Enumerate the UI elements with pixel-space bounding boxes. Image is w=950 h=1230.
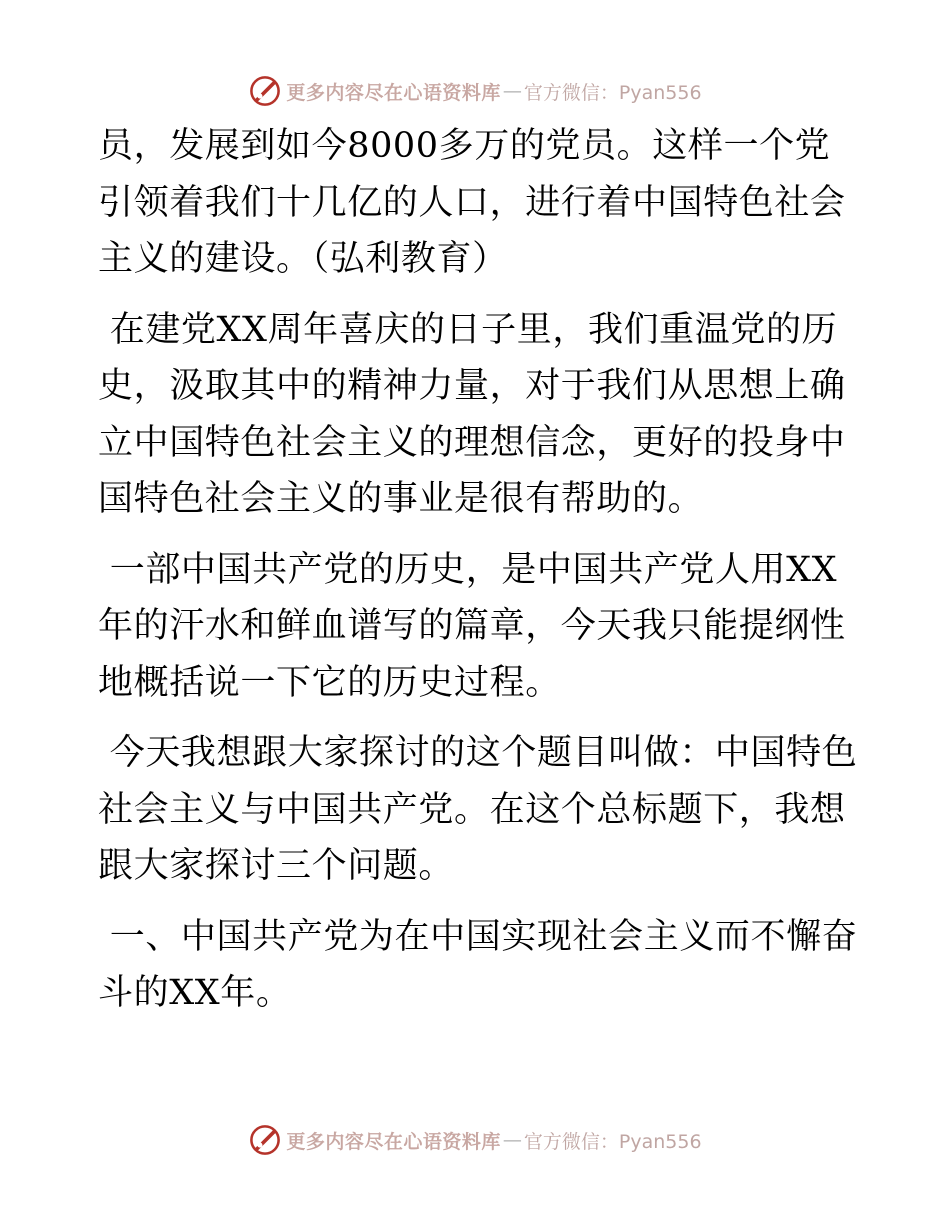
footer-banner <box>0 1122 950 1158</box>
pen-nib-logo-icon <box>248 74 282 108</box>
footer-wechat-text: 官方微信：Pyan556 <box>523 1130 702 1153</box>
header-banner <box>0 73 950 109</box>
paragraph-2: 在建党XX周年喜庆的日子里，我们重温党的历史，汲取其中的精神力量，对于我们从思想上确立中国特色社会主义的理想信念，更好的投身中国特色社会主义的事业是很有帮助的。 <box>98 309 846 519</box>
pen-nib-logo-icon <box>248 1123 282 1157</box>
paragraph-5: 一、中国共产党为在中国实现社会主义而不懈奋斗的XX年。 <box>98 916 858 1013</box>
paragraph-4: 今天我想跟大家探讨的这个题目叫做：中国特色社会主义与中国共产党。在这个总标题下，我想跟大家探讨三个问题。 <box>98 733 858 886</box>
paragraph-3: 一部中国共产党的历史，是中国共产党人用XX年的汗水和鲜血谱写的篇章，今天我只能提纲性地概括说一下它的历史过程。 <box>98 549 846 703</box>
footer-banner-text: 更多内容尽在心语资料库 <box>286 1130 501 1153</box>
header-wechat-text: 官方微信：Pyan556 <box>523 81 702 104</box>
paragraph-1: 员，发展到如今8000多万的党员。这样一个党引领着我们十几亿的人口，进行着中国特色社会主义的建设。（弘利教育） <box>98 126 846 279</box>
footer-banner-separator: — <box>502 1129 522 1151</box>
header-banner-separator: — <box>502 80 522 102</box>
document-body <box>98 118 858 1036</box>
header-banner-text: 更多内容尽在心语资料库 <box>286 81 501 104</box>
